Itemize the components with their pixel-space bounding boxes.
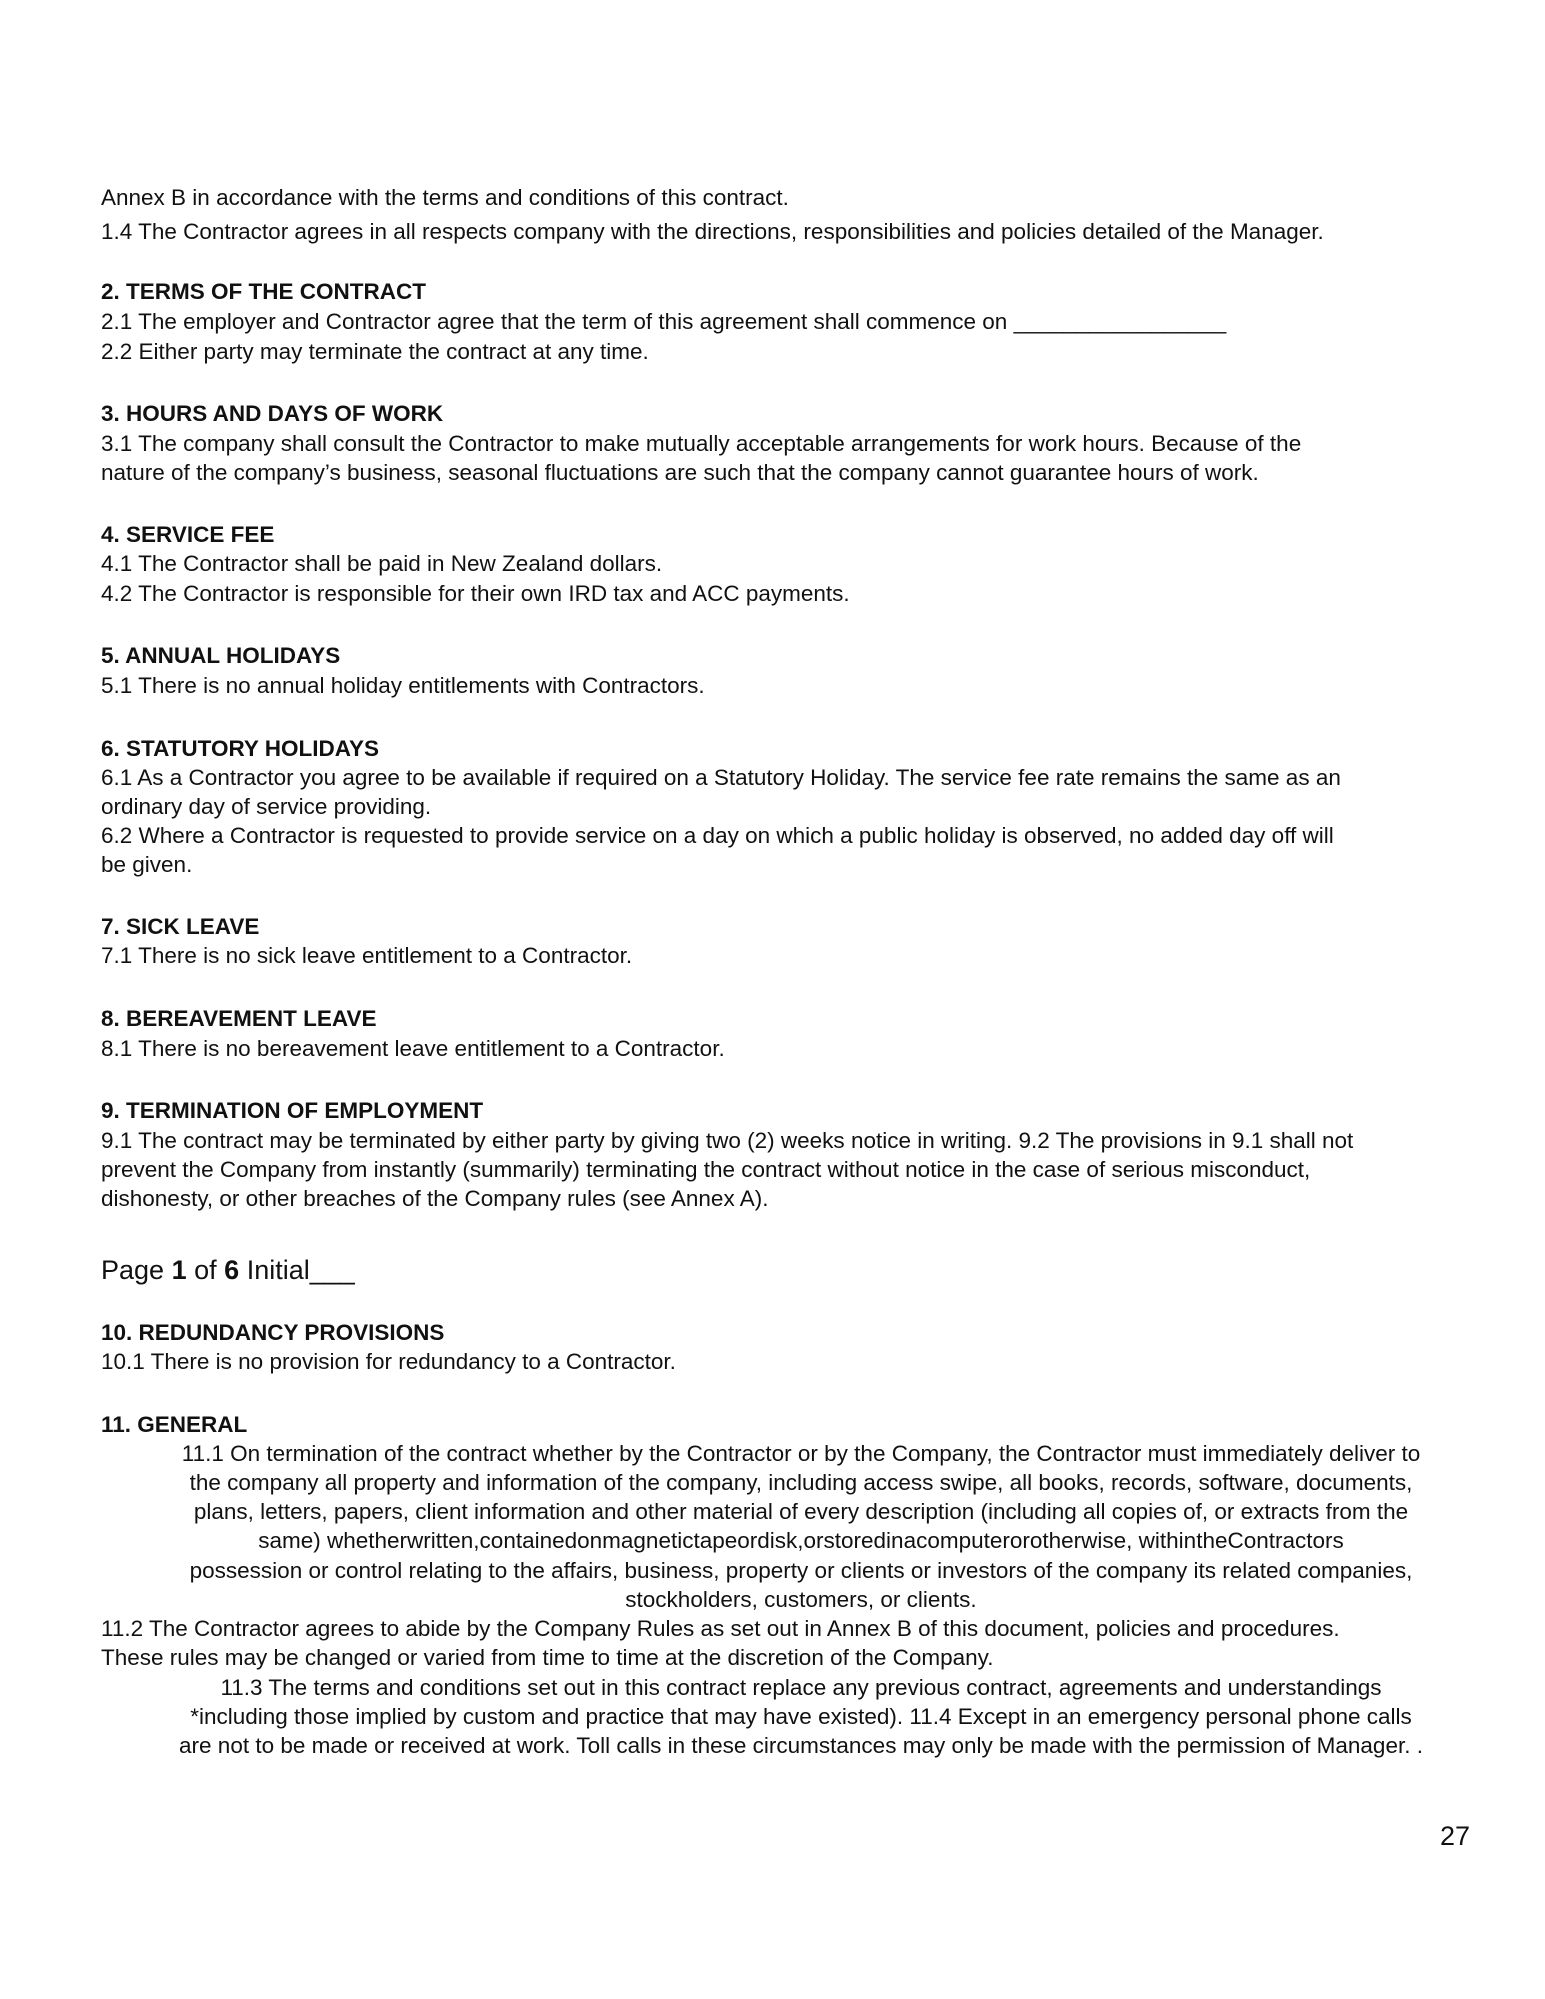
intro-line: Annex B in accordance with the terms and conditions of this contract. xyxy=(101,185,789,210)
page-number: 27 xyxy=(1440,1821,1471,1851)
clause-11-2-line1: 11.2 The Contractor agrees to abide by the Company Rules as set out in Annex B of this document, policies and procedures. xyxy=(101,1616,1340,1641)
section-heading-3: 3. HOURS AND DAYS OF WORK xyxy=(101,401,444,426)
clause-11-1-line4: same) whetherwritten,containedonmagnetictapeordisk,orstoredinacomputerorotherwise, withintheContractors xyxy=(258,1528,1344,1553)
section-heading-11: 11. GENERAL xyxy=(101,1412,248,1437)
clause-6-2-line2: be given. xyxy=(101,852,193,877)
page-footer xyxy=(101,1254,355,1286)
clause-7-1: 7.1 There is no sick leave entitlement to a Contractor. xyxy=(101,943,633,968)
section-heading-10: 10. REDUNDANCY PROVISIONS xyxy=(101,1320,445,1345)
page-current: 1 xyxy=(171,1255,187,1285)
clause-11-3-line2: *including those implied by custom and practice that may have existed). 11.4 Except in an emergency personal phone calls xyxy=(190,1704,1412,1729)
clause-11-1-line3: plans, letters, papers, client information and other material of every description (including all copies of, or extracts from the xyxy=(193,1499,1409,1524)
page-total: 6 xyxy=(224,1255,240,1285)
section-heading-8: 8. BEREAVEMENT LEAVE xyxy=(101,1006,377,1031)
clause-11-3-line1: 11.3 The terms and conditions set out in this contract replace any previous contract, agreements and understandings xyxy=(220,1675,1382,1700)
section-heading-9: 9. TERMINATION OF EMPLOYMENT xyxy=(101,1098,484,1123)
clause-5-1: 5.1 There is no annual holiday entitlements with Contractors. xyxy=(101,673,705,698)
clause-11-4-line: are not to be made or received at work. Toll calls in these circumstances may only be made with the permission of Manager. . xyxy=(179,1733,1423,1758)
section-heading-2: 2. TERMS OF THE CONTRACT xyxy=(101,279,426,304)
section-heading-7: 7. SICK LEAVE xyxy=(101,914,260,939)
clause-6-1-line2: ordinary day of service providing. xyxy=(101,794,432,819)
clause-6-1-line1: 6.1 As a Contractor you agree to be available if required on a Statutory Holiday. The service fee rate remains the same as an xyxy=(101,765,1341,790)
page-of: of xyxy=(194,1255,217,1285)
clause-11-1-line5: possession or control relating to the affairs, business, property or clients or investors of the company its related companies, xyxy=(189,1558,1413,1583)
clause-9-1-line2: prevent the Company from instantly (summarily) terminating the contract without notice in the case of serious misconduct, xyxy=(101,1157,1311,1182)
clause-2-1: 2.1 The employer and Contractor agree that the term of this agreement shall commence on _________________ xyxy=(101,309,1227,334)
clause-3-1-line1: 3.1 The company shall consult the Contractor to make mutually acceptable arrangements for work hours. Because of the xyxy=(101,431,1302,456)
clause-9-1-line1: 9.1 The contract may be terminated by either party by giving two (2) weeks notice in writing. 9.2 The provisions in 9.1 shall not xyxy=(101,1128,1354,1153)
clause-9-1-line3: dishonesty, or other breaches of the Company rules (see Annex A). xyxy=(101,1186,769,1211)
section-heading-4: 4. SERVICE FEE xyxy=(101,522,275,547)
clause-4-1: 4.1 The Contractor shall be paid in New Zealand dollars. xyxy=(101,551,663,576)
section-heading-5: 5. ANNUAL HOLIDAYS xyxy=(101,643,341,668)
clause-10-1: 10.1 There is no provision for redundancy to a Contractor. xyxy=(101,1349,676,1374)
clause-6-2-line1: 6.2 Where a Contractor is requested to provide service on a day on which a public holiday is observed, no added day off will xyxy=(101,823,1334,848)
clause-11-1-line6: stockholders, customers, or clients. xyxy=(625,1587,977,1612)
clause-3-1-line2: nature of the company’s business, seasonal fluctuations are such that the company cannot guarantee hours of work. xyxy=(101,460,1259,485)
page-prefix: Page xyxy=(101,1255,165,1285)
clause-11-2-line2: These rules may be changed or varied from time to time at the discretion of the Company. xyxy=(101,1645,994,1670)
clause-4-2: 4.2 The Contractor is responsible for their own IRD tax and ACC payments. xyxy=(101,581,850,606)
clause-1-4: 1.4 The Contractor agrees in all respects company with the directions, responsibilities and policies detailed of the Manager. xyxy=(101,219,1324,244)
section-heading-6: 6. STATUTORY HOLIDAYS xyxy=(101,736,379,761)
initial-field: Initial___ xyxy=(246,1255,355,1285)
clause-8-1: 8.1 There is no bereavement leave entitlement to a Contractor. xyxy=(101,1036,725,1061)
clause-2-2: 2.2 Either party may terminate the contract at any time. xyxy=(101,339,649,364)
clause-11-1-line2: the company all property and information of the company, including access swipe, all books, records, software, documents, xyxy=(189,1470,1413,1495)
clause-11-1-line1: 11.1 On termination of the contract whether by the Contractor or by the Company, the Contractor must immediately deliver to xyxy=(181,1441,1421,1466)
